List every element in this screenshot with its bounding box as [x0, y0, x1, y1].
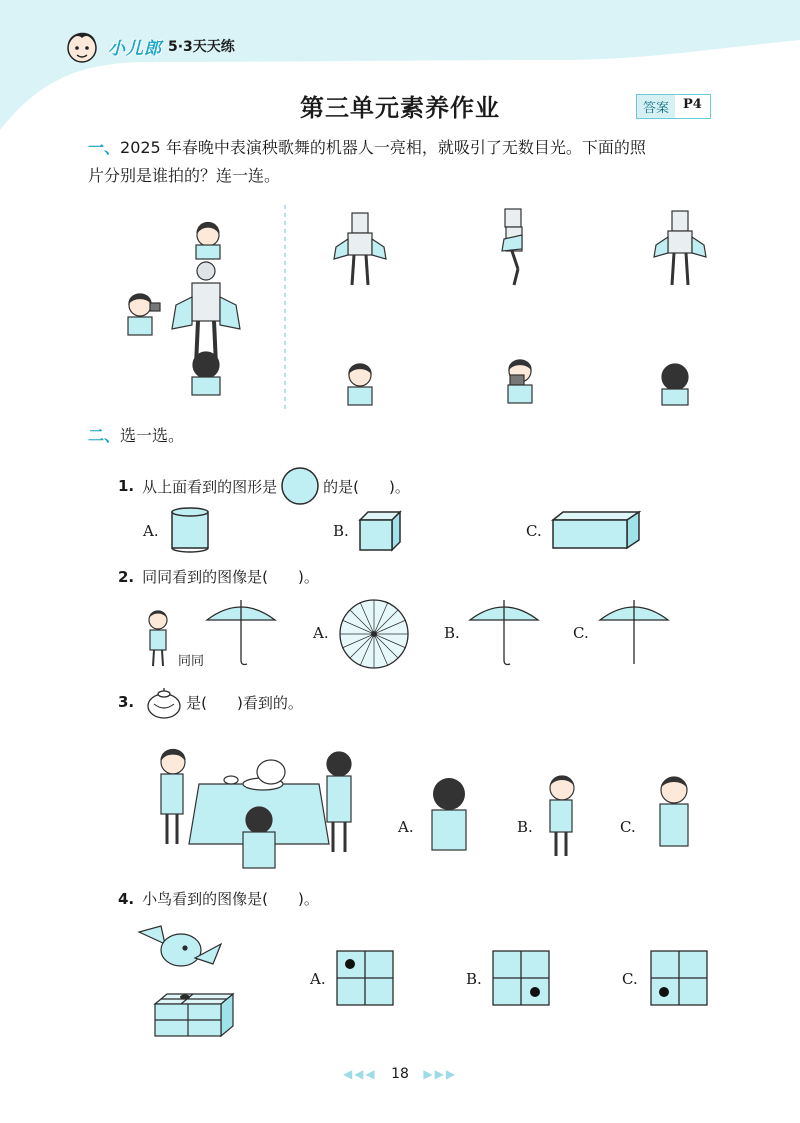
umbrella-side-icon	[205, 598, 277, 668]
page-footer	[0, 1066, 800, 1082]
q3-option-c-figure	[648, 772, 700, 852]
q4-option-b-grid	[492, 950, 550, 1006]
section-1-line-1: 2025 年春晚中表演秧歌舞的机器人一亮相，就吸引了无数目光。下面的照	[120, 138, 646, 157]
q1-text-after: 的是( )。	[323, 477, 410, 496]
question-3	[118, 682, 303, 722]
q3-option-b-label[interactable]: B.	[517, 818, 533, 836]
section-1-text	[88, 134, 728, 190]
footer-left-arrows: ◀◀◀	[342, 1067, 377, 1081]
page-title: 第三单元素养作业	[300, 94, 500, 122]
teapot-icon	[142, 682, 186, 722]
q1-number: 1.	[118, 477, 135, 495]
robot-front-1	[334, 213, 386, 285]
q3-option-a-label[interactable]: A.	[398, 818, 414, 836]
q2-text: 同同看到的图像是( )。	[142, 568, 319, 586]
mascot-icon	[62, 24, 102, 68]
cube-shape	[358, 510, 402, 552]
section-2-text: 选一选。	[120, 426, 185, 445]
answer-badge	[636, 94, 711, 119]
umbrella-option-c-icon	[598, 598, 670, 668]
series-name: 5·3天天练	[168, 39, 235, 55]
q1-option-a-label[interactable]: A.	[143, 522, 159, 540]
kid-left	[128, 294, 160, 335]
robot-side	[502, 209, 522, 285]
brand-logo: 小儿郎	[108, 38, 162, 59]
cylinder-shape	[170, 506, 210, 552]
q4-option-a-label[interactable]: A.	[310, 970, 326, 988]
footer-right-arrows: ▶▶▶	[423, 1067, 458, 1081]
answer-page: P4	[683, 97, 702, 112]
robot-center	[172, 262, 240, 365]
kid-top	[196, 223, 220, 260]
umbrella-top-icon	[338, 598, 410, 670]
section-2-heading	[88, 422, 184, 450]
q4-option-b-label[interactable]: B.	[466, 970, 482, 988]
q3-option-b-figure	[540, 772, 586, 858]
tongtong-figure	[140, 608, 176, 670]
kid-option-3	[662, 364, 688, 405]
q4-number: 4.	[118, 890, 135, 908]
q1-option-c-label[interactable]: C.	[526, 522, 542, 540]
q2-number: 2.	[118, 568, 135, 586]
tea-table-scene	[143, 740, 363, 872]
umbrella-option-b-icon	[468, 598, 540, 668]
q4-text: 小鸟看到的图像是( )。	[142, 890, 319, 908]
q3-text: 是( )看到的。	[186, 693, 303, 712]
page-number: 18	[391, 1066, 409, 1082]
question-1	[118, 466, 410, 506]
robot-front-2	[654, 211, 706, 285]
brand	[62, 24, 235, 68]
q1-option-b-label[interactable]: B.	[333, 522, 349, 540]
question-4	[118, 888, 319, 909]
section-2-number: 二、	[88, 426, 121, 445]
q1-text-before: 从上面看到的图形是	[142, 477, 278, 496]
cuboid-shape	[551, 510, 641, 550]
q4-option-c-label[interactable]: C.	[622, 970, 638, 988]
q2-option-b-label[interactable]: B.	[444, 624, 460, 642]
q4-option-a-grid	[336, 950, 394, 1006]
bird-and-box-scene	[135, 918, 245, 1044]
q2-option-c-label[interactable]: C.	[573, 624, 589, 642]
answer-label: 答案	[637, 95, 675, 118]
question-2	[118, 566, 319, 587]
q3-option-c-label[interactable]: C.	[620, 818, 636, 836]
q2-option-a-label[interactable]: A.	[313, 624, 329, 642]
q3-option-a-figure	[424, 772, 474, 852]
kid-option-1	[348, 364, 372, 405]
q3-number: 3.	[118, 693, 135, 711]
section-1-number: 一、	[88, 138, 121, 157]
robot-photo-scene	[110, 205, 710, 415]
circle-shape	[279, 466, 321, 506]
tongtong-label: 同同	[178, 654, 205, 669]
kid-bottom	[192, 352, 220, 395]
q4-option-c-grid	[650, 950, 708, 1006]
kid-option-2	[508, 360, 532, 403]
section-1-line-2: 片分别是谁拍的？连一连。	[88, 166, 281, 185]
